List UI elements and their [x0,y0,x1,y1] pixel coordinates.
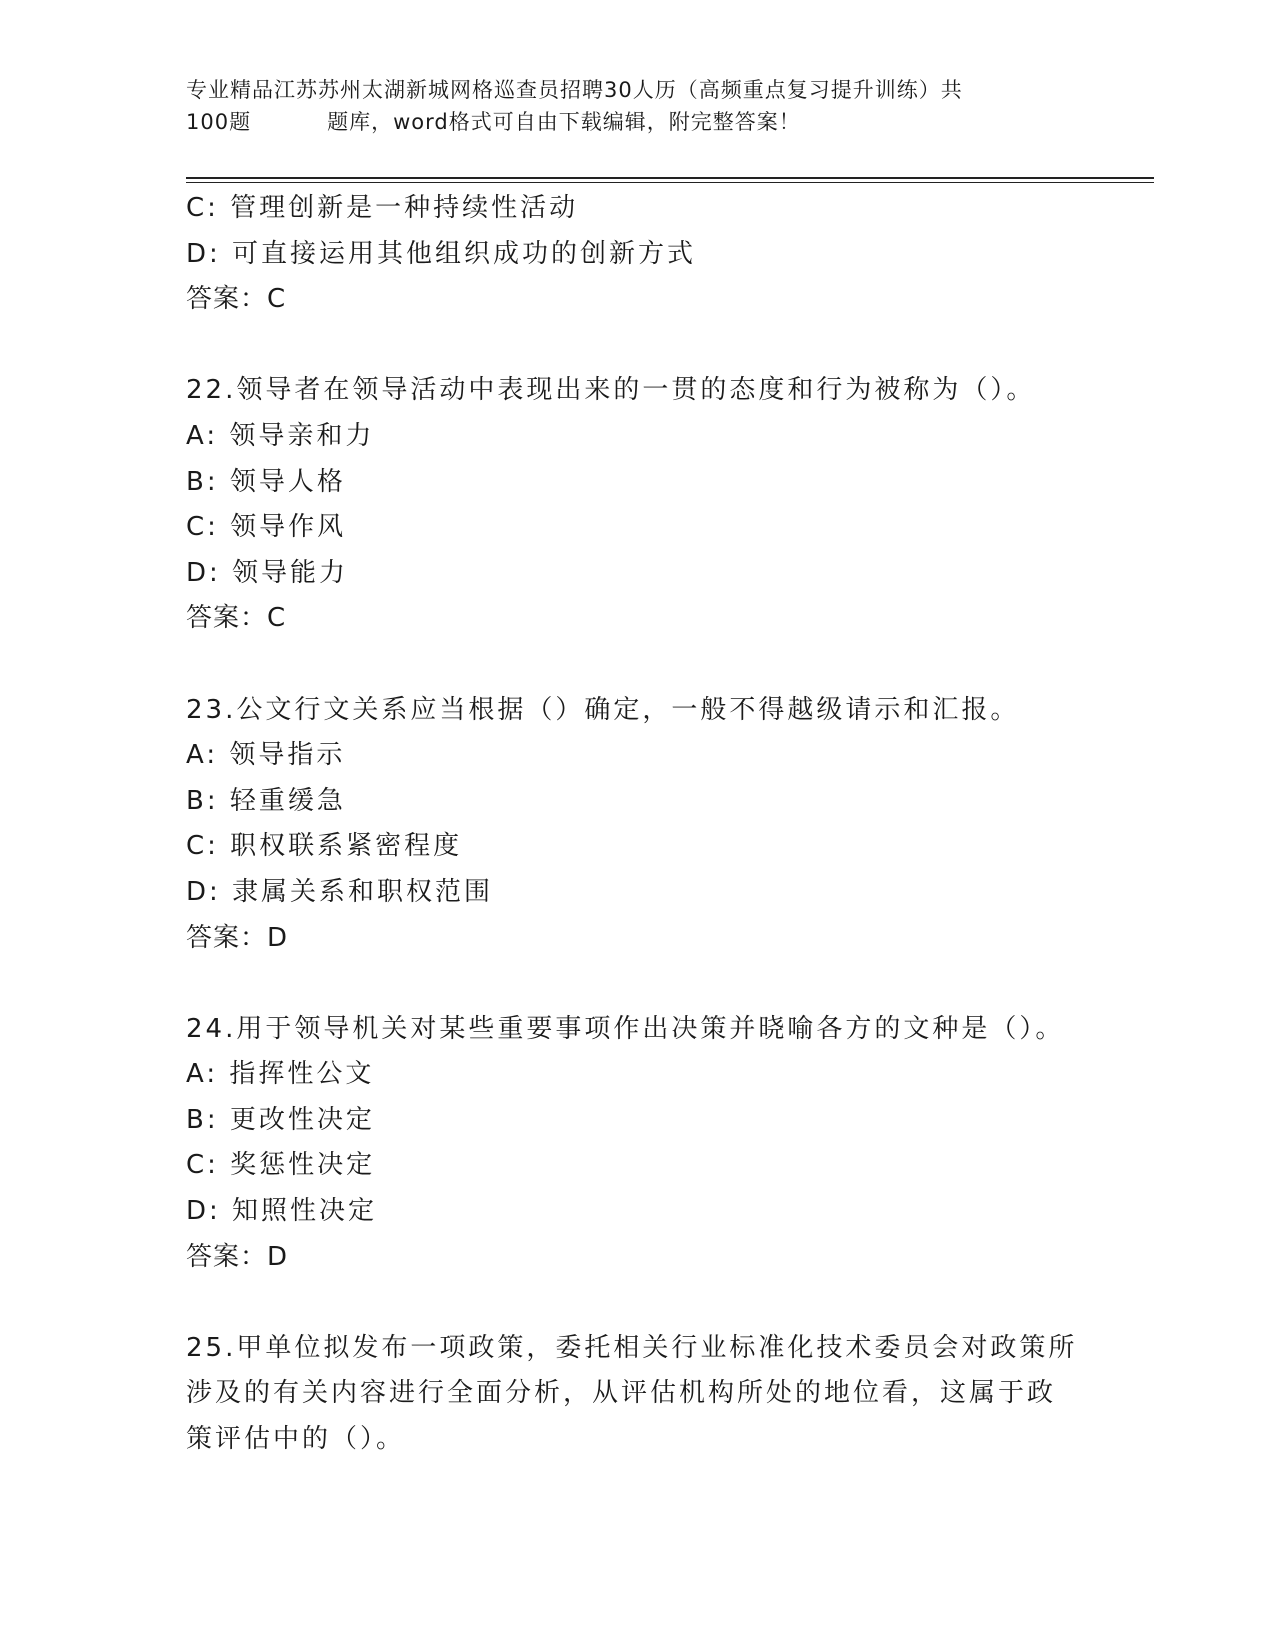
option-d: D: 隶属关系和职权范围 [186,876,494,907]
option-b: B: 轻重缓急 [186,785,346,816]
option-b: B: 领导人格 [186,466,346,497]
question-24 [186,1007,1086,1281]
header-divider-thick [186,177,1154,179]
option-a: A: 领导指示 [186,740,346,771]
answer-line: 答案：C [186,603,287,634]
header-divider-thin [186,182,1154,183]
option-d: D: 可直接运用其他组织成功的创新方式 [186,238,697,269]
option-d: D: 领导能力 [186,557,349,588]
question-list [186,186,1086,1463]
header-title-line2 [186,106,1086,138]
header-title-line1: 专业精品江苏苏州太湖新城网格巡查员招聘30人历（高频重点复习提升训练）共 [186,78,963,102]
question-text-line-3: 策评估中的（）。 [186,1424,406,1455]
option-a: A: 指挥性公文 [186,1059,375,1090]
question-23 [186,688,1086,962]
question-continuation [186,186,1086,323]
header-description: 题库，word格式可自由下载编辑，附完整答案！ [327,110,801,134]
question-text-line-1: 25.甲单位拟发布一项政策，委托相关行业标准化技术委员会对政策所 [186,1332,1078,1363]
question-text: 24.用于领导机关对某些重要事项作出决策并晓喻各方的文种是（）。 [186,1013,1065,1044]
question-text-line-2: 涉及的有关内容进行全面分析，从评估机构所处的地位看，这属于政 [186,1378,1057,1409]
question-25 [186,1326,1086,1463]
option-a: A: 领导亲和力 [186,420,375,451]
answer-line: 答案：D [186,922,289,953]
question-text: 23.公文行文关系应当根据（）确定，一般不得越级请示和汇报。 [186,694,1020,725]
header-count: 100题 [186,110,252,134]
option-c: C: 职权联系紧密程度 [186,831,463,862]
option-d: D: 知照性决定 [186,1196,378,1227]
answer-line: 答案：D [186,1241,289,1272]
answer-line: 答案：C [186,284,287,315]
option-c: C: 奖惩性决定 [186,1150,376,1181]
page-header [186,74,1086,138]
question-text: 22.领导者在领导活动中表现出来的一贯的态度和行为被称为（）。 [186,375,1036,406]
option-c: C: 管理创新是一种持续性活动 [186,193,579,223]
option-c: C: 领导作风 [186,512,347,543]
question-22 [186,368,1086,642]
option-b: B: 更改性决定 [186,1104,375,1135]
